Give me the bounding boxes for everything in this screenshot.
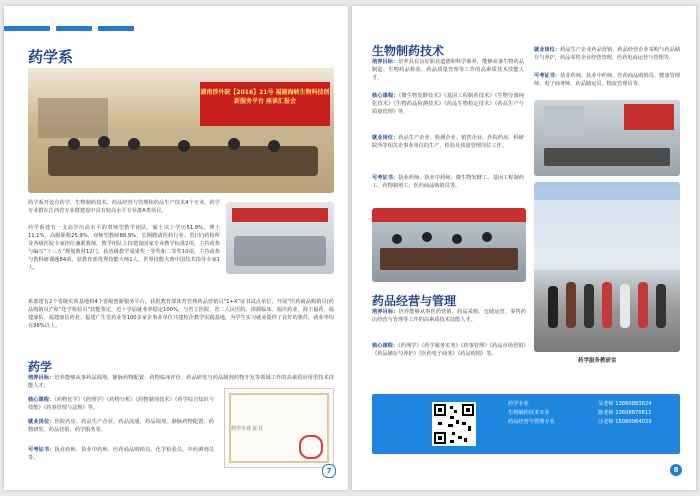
biotech-goal-text: 培养具有良好职业道德和科学素养，能够从事生物药品制造、生物药品检验、药品质量管理等工作的高素质技术技能人才。	[372, 59, 524, 81]
mgmt-courses-text: 《药理学》《药学服务实务》《药事管理》《药品市场营销》《药品储存与养护》《医药电子商务》《药品购销》等。	[372, 343, 526, 357]
top-bar-segment	[4, 26, 50, 31]
intro-paragraph-3: 系部建有2个省级实训基地和4个省级创新服务平台，获批教育部体育管理药品营销员“1+X”证书试点单位，开展“医药商品购销员(药品购销员)”和“化学检验员”技能鉴定，近十学届就业率稳定100%，与省立医院、省二人民医院、漳源临床、福庆药业、海王福药、福建康佑、福建康信药业、福建广生堂药业等100多家企事业单位共建校企教学实践基地，为学生实习就业提供了良好的条件，就业率均在98%以上。	[28, 299, 334, 329]
mgmt-jobs-text: 药品生产企业药品营销，药品经营企业采购与药品储存与养护，药品零售企业经营管理，医药电商运营与管理等。	[534, 47, 680, 61]
mgmt-goal-text: 培养能够从事医药营销、药品采购、仓储运营、零售药店经营与管理等工作的高素质技术技能人才。	[372, 309, 526, 323]
label-jobs: 就业岗位：	[534, 47, 561, 53]
label-goal: 培养目标：	[372, 309, 399, 315]
left-page	[4, 6, 348, 490]
contact-person: 陈老师 13608870811	[598, 410, 652, 416]
pharmacy-heading: 药学	[28, 360, 53, 374]
contact-major: 生物制药技术专业	[508, 410, 550, 416]
label-certs: 可考证书：	[534, 73, 561, 79]
label-certs: 可考证书：	[28, 447, 55, 453]
mgmt-certs	[534, 72, 680, 88]
label-goal: 培养目标：	[372, 59, 399, 65]
label-jobs: 就业岗位：	[28, 419, 55, 425]
mgmt-jobs	[534, 46, 680, 62]
mgmt-goal	[372, 308, 526, 324]
label-certs: 可考证书：	[372, 175, 399, 181]
qr-code	[432, 402, 476, 446]
right-page	[352, 6, 696, 490]
meeting-banner: 湖南涉外院【2016】21号 福建海峡生物科技创新服务平台 座谈汇报会	[200, 82, 330, 126]
biotech-certs-text: 执业药师、执业中药师、微生物发酵工、基因工程制药工、药物制剂工、医药商品购销员等。	[372, 175, 524, 189]
label-courses: 核心课程：	[372, 93, 399, 99]
pharmacy-goal-text: 培养能够从事药品调剂、静脉药物配置、药物临床评价、药品研发与药品制剂药物开发等领域工作的高素质应用型技术技能人才。	[28, 375, 334, 389]
pharmacy-courses	[28, 396, 214, 412]
group-photo	[534, 182, 680, 352]
biotech-courses-text: 《微生物发酵技术》《基因工程制药技术》《生物分离纯化技术》《生物药品检测技术》《药品生物检定技术》《药品生产与质量管理》等。	[372, 93, 524, 115]
label-goal: 培养目标：	[28, 375, 55, 381]
contact-majors	[508, 400, 555, 427]
office-meeting-photo	[534, 100, 680, 176]
page-number-right: 8	[670, 464, 682, 476]
biotech-certs	[372, 174, 524, 190]
intro-paragraph-1: 药学系开设有药学、生物制药技术、药品经营与管理和药品生产技术4个专业。药学专业群在江西省专业群建设中具有较高水平专业群A类项目。	[28, 200, 220, 214]
mgmt-certs-text: 执业药师、执业中药师、医药商品购销员、健康管理师、电子商务师、药品储运员、物流管理员等。	[534, 73, 680, 87]
pharmacy-jobs-text: 医院药房、药品生产企业、药品流通、药品调剂、静脉药物配置、药物研发、药品营销、药学服务等。	[28, 419, 214, 433]
contact-major: 药品经营与管理专业	[508, 419, 555, 425]
page-title: 药学系	[28, 48, 74, 66]
biotech-goal	[372, 58, 524, 82]
contact-major: 药学专业	[508, 401, 529, 407]
page-number-left: 7	[322, 464, 336, 478]
label-courses: 核心课程：	[28, 397, 55, 403]
biotech-jobs	[372, 134, 524, 150]
photo-caption: 药学服务教研室	[578, 358, 617, 364]
mgmt-heading: 药品经营与管理	[372, 294, 457, 308]
meeting-photo	[28, 68, 334, 193]
biotech-courses	[372, 92, 524, 116]
top-bar-segment	[56, 26, 92, 31]
classroom-photo	[226, 202, 334, 274]
label-courses: 核心课程：	[372, 343, 399, 349]
mgmt-courses	[372, 342, 526, 358]
contact-block	[372, 394, 680, 454]
contact-person: 汪老师 15060064039	[598, 419, 652, 425]
pharmacy-certs	[28, 446, 214, 462]
lab-photo	[372, 208, 526, 282]
biotech-jobs-text: 药品生产企业、检测企业、销售企业、医院药房、科研院所等相关企事业单位的生产、检验及质量管理岗位工作。	[372, 135, 524, 149]
certificate-text: 药学专业 证书	[231, 426, 263, 432]
contact-persons	[598, 400, 652, 427]
biotech-heading: 生物制药技术	[372, 44, 445, 58]
top-bar-segment	[98, 26, 134, 31]
pharmacy-certs-text: 执业药师、执业中药师、医药商品购销员、化学检验员、中药调剂员等。	[28, 447, 214, 461]
label-jobs: 就业岗位：	[372, 135, 399, 141]
intro-paragraph-2: 药学系建有一支高学历高水平的双师型教学团队，硕士以上学历51.9%，博士11.1%，高级职称25.9%，双师型教师88.9%，长期聘请医药行业、省(市)药检所及各级医院专家担任兼职教师。教学团队主持建设国家专业教学标准2项，主持或参与编写“十三五”规划教材12门，获省级教学成果奖一等奖和二等奖10项，主持或参与教科研课题84项，获教育部优秀技能大师1人，世界技能大赛中国技术指导专家1人。	[28, 225, 220, 271]
pharmacy-courses-text: 《药物化学》《药理学》《药物分析》《药物制剂技术》《药学综合知识与技能》《药事管理与法规》等。	[28, 397, 214, 411]
pharmacy-jobs	[28, 418, 214, 434]
certificate-image	[224, 388, 334, 468]
contact-person: 吴老师 13860883624	[598, 401, 652, 407]
